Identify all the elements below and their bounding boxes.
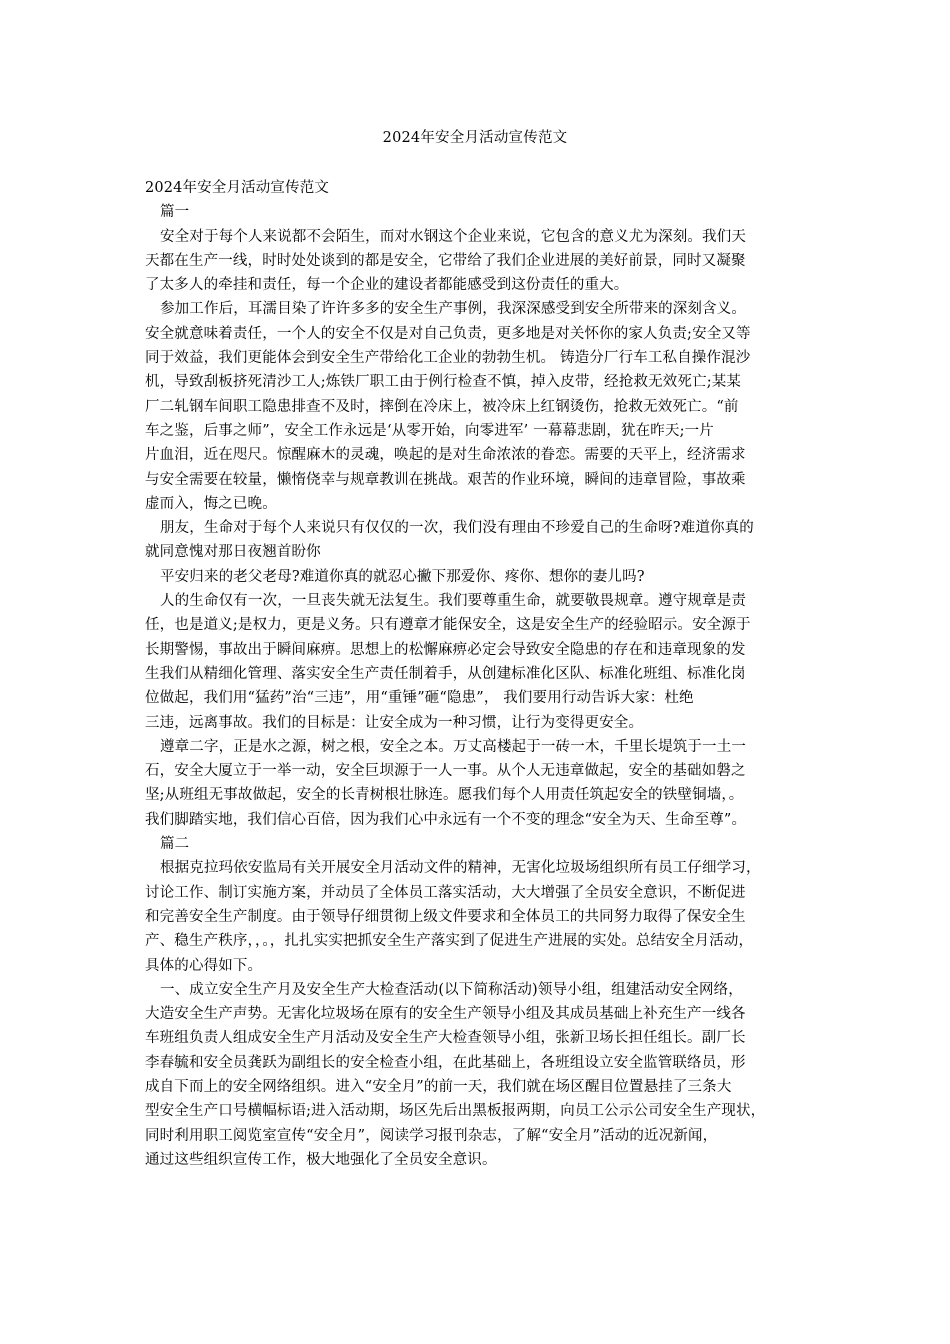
text-line: 人的生命仅有一次，一旦丧失就无法复生。我们要尊重生命，就要敬畏规章。遵守规章是责 [160,593,746,610]
text-line: 型安全生产口号横幅标语;进入活动期，场区先后出黑板报两期，向员工公示公司安全生产现状， [145,1103,766,1120]
text-line: 石，安全大厦立于一举一动，安全巨坝源于一人一事。从个人无违章做起，安全的基础如磐之 [145,763,746,780]
text-line: 长期警惕，事故出于瞬间麻痹。思想上的松懈麻痹必定会导致安全隐患的存在和违章现象的发 [145,641,746,658]
text-line: 通过这些组织宣传工作，极大地强化了全员安全意识。 [145,1151,497,1168]
document-body [145,176,817,1172]
text-line: 成自下而上的安全网络组织。进入“安全月”的前一天，我们就在场区醒目位置悬挂了三条大 [145,1078,732,1095]
text-line: 朋友，生命对于每个人来说只有仅仅的一次，我们没有理由不珍爱自己的生命呀?难道你真的 [160,520,754,537]
text-line: 了太多人的牵挂和责任，每一个企业的建设者都能感受到这份责任的重大。 [145,277,629,294]
text-line: 和完善安全生产制度。由于领导仔细贯彻上级文件要求和全体员工的共同努力取得了保安全生 [145,908,746,925]
text-line: 片血泪，近在咫尺。惊醒麻木的灵魂，唤起的是对生命浓浓的眷恋。需要的天平上，经济需求 [145,447,746,464]
text-line: 三违，远离事故。我们的目标是：让安全成为一种习惯，让行为变得更安全。 [145,714,644,731]
text-line: 大造安全生产声势。无害化垃圾场在原有的安全生产领导小组及其成员基础上补充生产一线各 [145,1006,746,1023]
text-line: 位做起，我们用“猛药”治“三违”，用“重锤”砸“隐患”， 我们要用行动告诉大家：杜绝 [145,690,694,707]
text-line: 同于效益，我们更能体会到安全生产带给化工企业的勃勃生机。 铸造分厂行车工私自操作混沙 [145,350,751,367]
text-line: 李春毓和安全员龚跃为副组长的安全检查小组，在此基础上，各班组设立安全监管联络员，形 [145,1054,746,1071]
text-line: 篇二 [160,836,190,853]
text-line: 遵章二字，正是水之源，树之根，安全之本。万丈高楼起于一砖一木，千里长堤筑于一土一 [160,738,746,755]
text-line: 车之鉴，后事之师”，安全工作永远是‘从零开始，向零进军’ 一幕幕悲剧，犹在昨天;一片 [145,422,714,439]
text-line: 就同意愧对那日夜翘首盼你 [145,544,321,561]
text-line: 安全对于每个人来说都不会陌生，而对水钢这个企业来说，它包含的意义尤为深刻。我们天 [160,228,746,245]
text-line: 生我们从精细化管理、落实安全生产责任制着手，从创建标准化区队、标准化班组、标准化岗 [145,665,746,682]
text-line: 机，导致刮板挤死清沙工人;炼铁厂职工由于例行检查不慎，掉入皮带，经抢救无效死亡;某某 [145,374,742,391]
text-line: 任，也是道义;是权力，更是义务。只有遵章才能保安全，这是安全生产的经验昭示。安全源于 [145,617,751,634]
text-line: 篇一 [160,204,190,221]
text-line: 安全就意味着责任，一个人的安全不仅是对自己负责，更多地是对关怀你的家人负责;安全又等 [145,325,751,342]
text-line: 一、成立安全生产月及安全生产大检查活动(以下简称活动)领导小组，组建活动安全网络， [160,981,743,998]
text-line: 根据克拉玛依安监局有关开展安全月活动文件的精神，无害化垃圾场组织所有员工仔细学习， [160,860,761,877]
text-line: 坚;从班组无事故做起，安全的长青树根壮脉连。愿我们每个人用责任筑起安全的铁壁铜墙，。 [145,787,744,804]
text-line: 我们脚踏实地，我们信心百倍，因为我们心中永远有一个不变的理念“安全为天、生命至尊”。 [145,811,747,828]
text-line: 车班组负责人组成安全生产月活动及安全生产大检查领导小组，张新卫场长担任组长。副厂长 [145,1030,746,1047]
text-line: 平安归来的老父老母?难道你真的就忍心撇下那爱你、疼你、想你的妻儿吗? [160,568,645,585]
text-line: 具体的心得如下。 [145,957,263,974]
document-title: 2024年安全月活动宣传范文 [382,130,568,146]
text-line: 天都在生产一线，时时处处谈到的都是安全，它带给了我们企业进展的美好前景，同时又凝聚 [145,252,746,269]
text-line: 厂二轧钢车间职工隐患排查不及时，摔倒在冷床上，被冷床上红钢烫伤，抢救无效死亡。“前 [145,398,739,415]
text-line: 虚而入，悔之已晚。 [145,495,277,512]
text-line: 2024年安全月活动宣传范文 [145,180,330,196]
text-line: 讨论工作、制订实施方案，并动员了全体员工落实活动，大大增强了全员安全意识，不断促进 [145,884,746,901]
text-line: 产、稳生产秩序，，。，扎扎实实把抓安全生产落实到了促进生产进展的实处。总结安全月活动， [145,933,754,950]
text-line: 参加工作后，耳濡目染了许许多多的安全生产事例，我深深感受到安全所带来的深刻含义。 [160,301,746,318]
text-line: 同时利用职工阅览室宣传“安全月”，阅读学习报刊杂志，了解“安全月”活动的近况新闻， [145,1127,718,1144]
text-line: 与安全需要在较量，懒惰侥幸与规章教训在挑战。艰苦的作业环境，瞬间的违章冒险，事故乘 [145,471,746,488]
